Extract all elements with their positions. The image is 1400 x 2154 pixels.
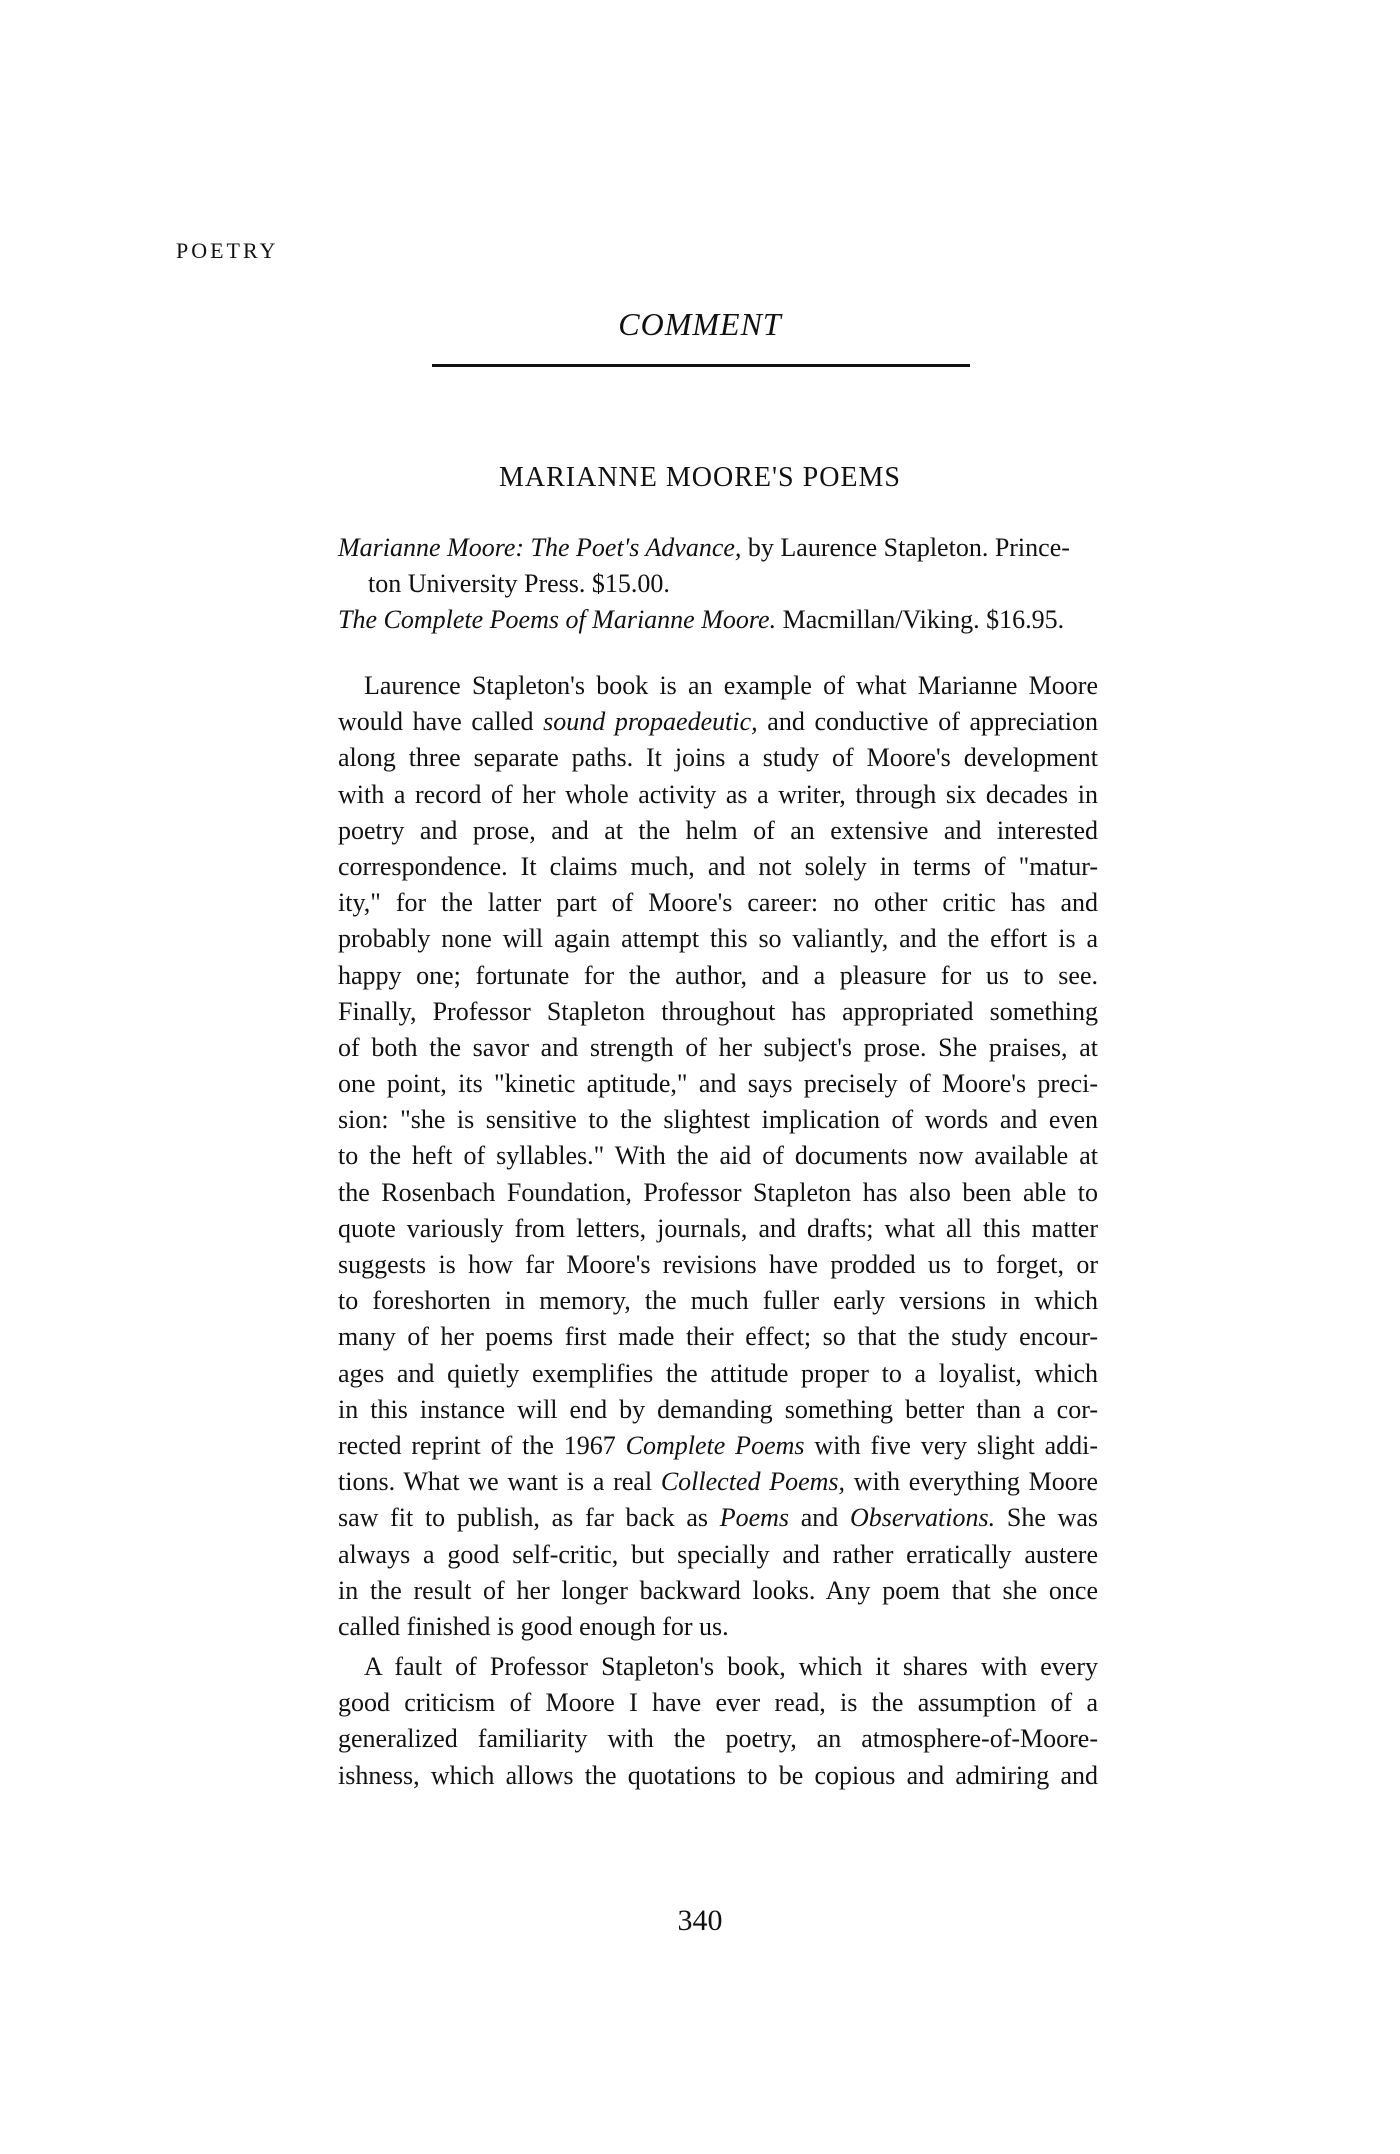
text-segment: correspondence. It claims much, and not solely in terms of "matur- [338, 851, 1098, 881]
text-segment: to the heft of syllables." With the aid of documents now available at [338, 1141, 1098, 1171]
text-segment: She was [995, 1503, 1098, 1533]
text-line [338, 1138, 1098, 1174]
text-segment: ishness, which allows the quotations to be copious and admiring and [338, 1760, 1098, 1790]
text-line [338, 1392, 1098, 1428]
book-1-publisher-info: by Laurence Stapleton. Prince- [741, 533, 1070, 562]
text-line [338, 921, 1098, 957]
text-segment: to foreshorten in memory, the much fuller early versions in which [338, 1286, 1098, 1316]
text-line [338, 994, 1098, 1030]
text-line [338, 740, 1098, 776]
text-line [338, 1211, 1098, 1247]
text-line [338, 1758, 1098, 1794]
paragraph [338, 1649, 1098, 1794]
paragraph [338, 668, 1098, 1645]
text-line [338, 885, 1098, 921]
text-segment: with a record of her whole activity as a writer, through six decades in [338, 779, 1098, 809]
text-line [338, 1573, 1098, 1609]
text-segment: A fault of Professor Stapleton's book, which it shares with every [364, 1652, 1098, 1682]
text-segment: of both the savor and strength of her subject's prose. She praises, at [338, 1032, 1098, 1062]
text-segment: called finished is good enough for us. [338, 1611, 729, 1641]
text-segment: saw fit to publish, as far back as [338, 1503, 720, 1533]
text-segment: in the result of her longer backward looks. Any poem that she once [338, 1575, 1098, 1605]
text-line [338, 1319, 1098, 1355]
text-segment: would have called [338, 707, 544, 737]
text-segment: Finally, Professor Stapleton throughout has appropriated something [338, 996, 1098, 1026]
text-line [338, 1500, 1098, 1536]
text-line [338, 1428, 1098, 1464]
text-line [338, 1609, 1098, 1645]
text-line [338, 1030, 1098, 1066]
text-segment: always a good self-critic, but specially and rather erratically austere [338, 1539, 1098, 1569]
text-segment: in this instance will end by demanding something better than a cor- [338, 1394, 1098, 1424]
text-line [338, 1721, 1098, 1757]
running-head: POETRY [176, 238, 279, 263]
text-segment: suggests is how far Moore's revisions have prodded us to forget, or [338, 1250, 1098, 1279]
text-line [338, 668, 1098, 704]
italic-text: Observations. [849, 1503, 996, 1533]
text-segment: ity," for the latter part of Moore's career: no other critic has and [338, 888, 1098, 918]
text-line [338, 1283, 1098, 1319]
text-line [338, 813, 1098, 849]
text-segment: happy one; fortunate for the author, and a pleasure for us to see. [338, 960, 1098, 990]
text-segment: and [789, 1503, 850, 1533]
text-line [338, 704, 1098, 740]
text-line [338, 1685, 1098, 1721]
text-line [338, 849, 1098, 885]
text-segment: probably none will again attempt this so valiantly, and the effort is a [338, 924, 1098, 954]
italic-text: Complete Poems [625, 1430, 805, 1460]
text-line [338, 1537, 1098, 1573]
text-line [338, 1066, 1098, 1102]
book-citation-2 [338, 602, 1098, 638]
book-citation-1 [338, 530, 1098, 602]
book-1-continuation: ton University Press. $15.00. [368, 569, 670, 598]
text-line [338, 777, 1098, 813]
reviewed-books-list [338, 530, 1098, 638]
review-body [338, 668, 1098, 1798]
book-1-title: Marianne Moore: The Poet's Advance, [338, 533, 742, 562]
text-segment: one point, its "kinetic aptitude," and says precisely of Moore's preci- [338, 1069, 1098, 1099]
text-segment: good criticism of Moore I have ever read, is the assumption of a [338, 1688, 1098, 1718]
text-segment: along three separate paths. It joins a study of Moore's development [338, 743, 1098, 773]
text-line [338, 958, 1098, 994]
text-segment: many of her poems first made their effect; so that the study encour- [338, 1322, 1098, 1352]
text-segment: rected reprint of the 1967 [338, 1430, 626, 1460]
review-title: MARIANNE MOORE'S POEMS [499, 462, 901, 493]
italic-text: Poems [719, 1503, 790, 1533]
page-number: 340 [677, 1904, 723, 1937]
text-segment: sion: "she is sensitive to the slightest implication of words and even [338, 1105, 1098, 1135]
text-segment: tions. What we want is a real [338, 1467, 661, 1497]
text-line [338, 1649, 1098, 1685]
text-segment: poetry and prose, and at the helm of an extensive and interested [338, 815, 1098, 845]
text-segment: quote variously from letters, journals, and drafts; what all this matter [338, 1213, 1098, 1243]
section-title: COMMENT [618, 306, 782, 342]
text-segment: generalized familiarity with the poetry, an atmosphere-of-Moore- [338, 1724, 1098, 1754]
text-line [338, 1102, 1098, 1138]
text-segment: with everything Moore [845, 1467, 1098, 1497]
book-2-publisher-info: Macmillan/Viking. $16.95. [776, 605, 1065, 634]
italic-text: Collected Poems, [660, 1467, 846, 1497]
book-2-title: The Complete Poems of Marianne Moore. [338, 605, 777, 634]
text-line [338, 1175, 1098, 1211]
text-line [338, 1356, 1098, 1392]
text-segment: with five very slight addi- [804, 1430, 1098, 1460]
section-divider-rule [432, 364, 970, 367]
text-segment: Laurence Stapleton's book is an example of what Marianne Moore [364, 671, 1098, 700]
italic-text: sound propaedeutic, [543, 707, 758, 737]
text-segment: and conductive of appreciation [757, 707, 1098, 737]
text-line [338, 1464, 1098, 1500]
text-segment: the Rosenbach Foundation, Professor Stapleton has also been able to [338, 1177, 1098, 1207]
text-segment: ages and quietly exemplifies the attitude proper to a loyalist, which [338, 1358, 1098, 1388]
text-line [338, 1247, 1098, 1283]
